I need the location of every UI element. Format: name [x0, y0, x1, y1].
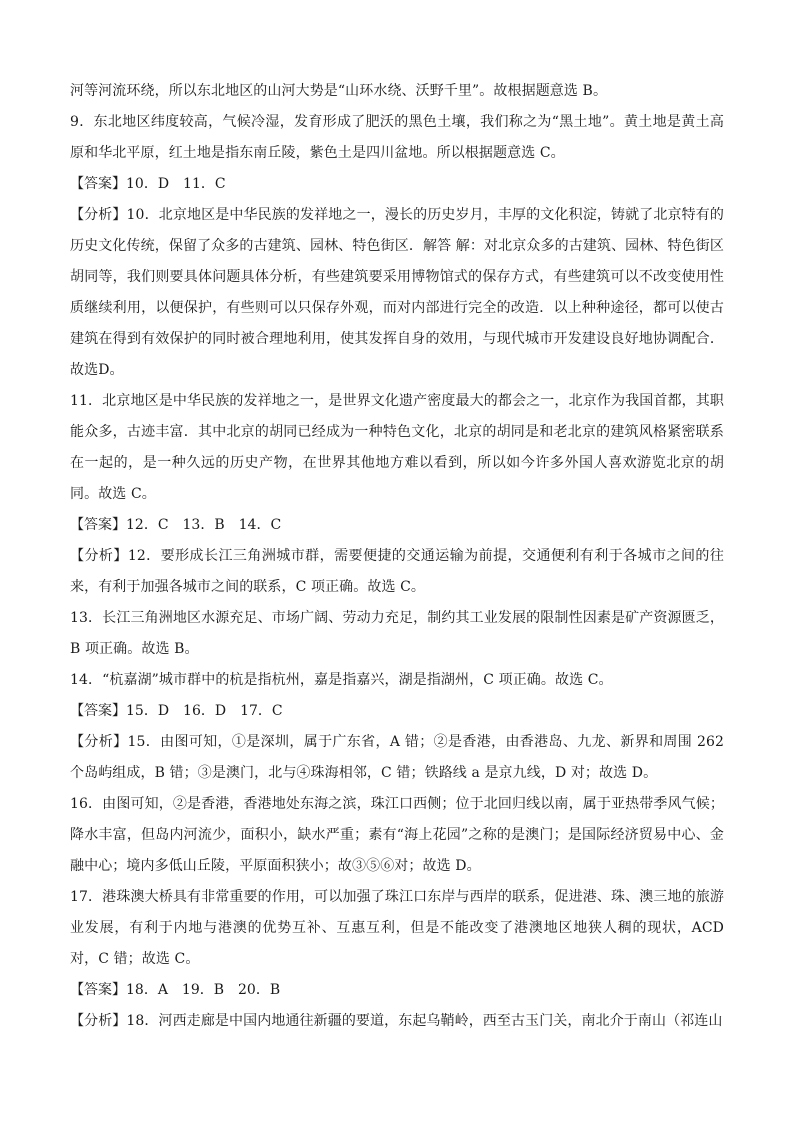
paragraph-q12-analysis: 【分析】12．要形成长江三角洲城市群，需要便捷的交通运输为前提，交通便利有利于各城市之间的往来，有利于加强各城市之间的联系，C 项正确。故选 C。	[70, 548, 724, 595]
document-body	[70, 76, 724, 1037]
paragraph-q18-analysis: 【分析】18．河西走廊是中国内地通往新疆的要道，东起乌鞘岭，西至古玉门关，南北介于南山（祁连山	[70, 1013, 723, 1029]
paragraph-q17-analysis: 17．港珠澳大桥具有非常重要的作用，可以加强了珠江口东岸与西岸的联系，促进港、珠、澳三地的旅游业发展，有利于内地与港澳的优势互补、互惠互利，但是不能改变了港澳地区地狭人稠的现状，ACD 对，C 错；故选 C。	[70, 889, 724, 967]
paragraph-q8-continuation: 河等河流环绕，所以东北地区的山河大势是“山环水绕、沃野千里”。故根据题意选 B。	[70, 83, 608, 99]
answer-line-15-17: 【答案】15．D 16．D 17．C	[70, 703, 283, 719]
paragraph-q13-analysis: 13．长江三角洲地区水源充足、市场广阔、劳动力充足，制约其工业发展的限制性因素是矿产资源匮乏，B 项正确。故选 B。	[70, 610, 724, 657]
answer-line-10-11: 【答案】10．D 11．C	[70, 176, 226, 192]
paragraph-q9-analysis: 9．东北地区纬度较高，气候冷湿，发育形成了肥沃的黑色土壤，我们称之为“黑土地”。黄土地是黄土高原和华北平原，红土地是指东南丘陵，紫色土是四川盆地。所以根据题意选 C。	[70, 114, 724, 161]
answer-line-12-14: 【答案】12．C 13．B 14．C	[70, 517, 282, 533]
paragraph-q11-analysis: 11．北京地区是中华民族的发祥地之一，是世界文化遗产密度最大的都会之一，北京作为我国首都，其职能众多，古迹丰富．其中北京的胡同已经成为一种特色文化，北京的胡同是和老北京的建筑风格紧密联系在一起的，是一种久远的历史产物，在世界其他地方难以看到，所以如今许多外国人喜欢游览北京的胡同。故选 C。	[70, 393, 724, 502]
paragraph-q16-analysis: 16．由图可知，②是香港，香港地处东海之滨，珠江口西侧；位于北回归线以南，属于亚热带季风气候；降水丰富，但岛内河流少，面积小，缺水严重；素有“海上花园”之称的是澳门；是国际经济贸易中心、金融中心；境内多低山丘陵，平原面积狭小；故③⑤⑥对；故选 D。	[70, 796, 724, 874]
answer-line-18-20: 【答案】18．A 19．B 20．B	[70, 982, 281, 998]
paragraph-q15-analysis: 【分析】15．由图可知，①是深圳，属于广东省，A 错；②是香港，由香港岛、九龙、新界和周围 262 个岛屿组成，B 错；③是澳门，北与④珠海相邻，C 错；铁路线 a 是京九线，D 对；故选 D。	[70, 734, 724, 781]
paragraph-q14-analysis: 14．“杭嘉湖”城市群中的杭是指杭州，嘉是指嘉兴，湖是指湖州，C 项正确。故选 C。	[70, 672, 613, 688]
paragraph-q10-analysis: 【分析】10．北京地区是中华民族的发祥地之一，漫长的历史岁月，丰厚的文化积淀，铸就了北京特有的历史文化传统，保留了众多的古建筑、园林、特色街区．解答 解：对北京众多的古建筑、园林、特色街区胡同等，我们则要具体问题具体分析，有些建筑要采用博物馆式的保存方式，有些建筑可以不改变使用性质继续利用，以便保护，有些则可以只保存外观，而对内部进行完全的改造．以上种种途径，都可以使古建筑在得到有效保护的同时被合理地利用，使其发挥自身的效用，与现代城市开发建设良好地协调配合．故选D。	[70, 207, 724, 378]
